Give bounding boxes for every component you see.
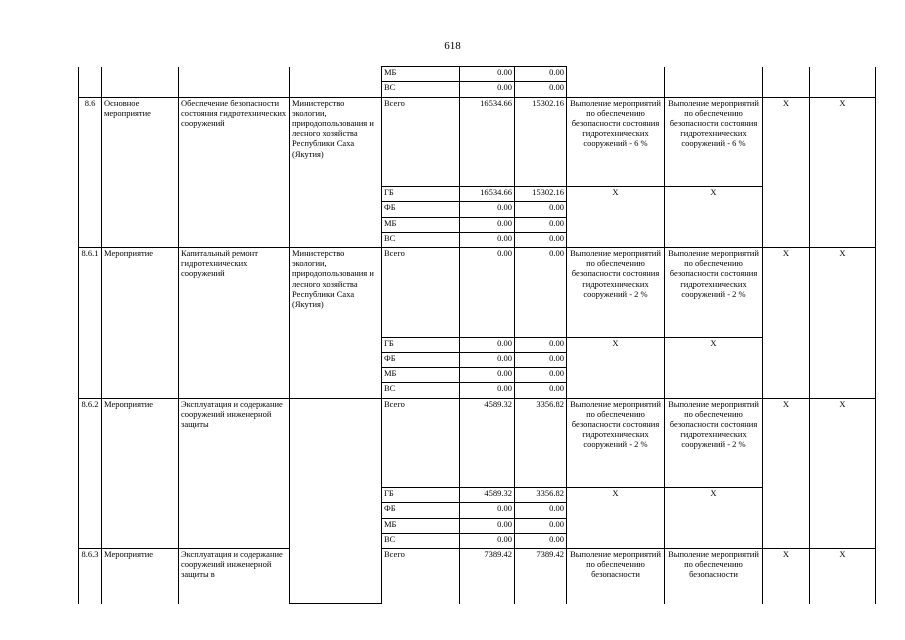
amount-cell: 0.00 [515,217,567,232]
source-label: Всего [382,248,460,338]
row-executor: Министерство экологии, природопользования и лесного хозяйства Республики Саха (Якутия) [290,248,382,399]
x-mark: Х [665,187,763,248]
amount-cell: 0.00 [515,248,567,338]
source-label: ГБ [382,337,460,352]
x-mark: Х [810,549,876,604]
source-label: Всего [382,97,460,187]
amount-cell: 0.00 [460,248,515,338]
cont-indicator-cell [567,67,665,98]
amount-cell: 0.00 [515,337,567,352]
row-type: Мероприятие [102,549,179,604]
amount-cell: 0.00 [515,232,567,247]
source-label: ВС [382,82,460,97]
row-name: Эксплуатация и содержание сооружений инженерной защиты в [179,549,290,604]
amount-cell: 0.00 [515,368,567,383]
row-executor: Министерство экологии, природопользования и лесного хозяйства Республики Саха (Якутия) [290,97,382,248]
source-label: Всего [382,398,460,488]
source-label: МБ [382,518,460,533]
x-mark: Х [763,549,810,604]
x-mark: Х [810,398,876,549]
amount-cell: 0.00 [460,533,515,548]
x-mark: Х [763,398,810,549]
amount-cell: 16534.66 [460,97,515,187]
row-name: Эксплуатация и содержание сооружений инженерной защиты [179,398,290,549]
indicator-cell: Выполение мероприятий по обеспечению безопасности состояния гидротехнических сооружений - 2 % [665,248,763,338]
x-mark: Х [763,97,810,248]
indicator-cell: Выполение мероприятий по обеспечению безопасности состояния гидротехнических сооружений - 2 % [567,398,665,488]
amount-cell: 0.00 [460,383,515,398]
page-number: 618 [444,40,461,52]
amount-cell: 0.00 [515,352,567,367]
row-type: Основное мероприятие [102,97,179,248]
amount-cell: 0.00 [460,232,515,247]
amount-cell: 0.00 [460,82,515,97]
table-row [79,398,876,488]
amount-cell: 7389.42 [460,549,515,604]
row-number: 8.6 [79,97,102,248]
indicator-cell: Выполение мероприятий по обеспечению безопасности состояния гидротехнических сооружений - 2 % [567,248,665,338]
source-label: ФБ [382,503,460,518]
source-label: МБ [382,217,460,232]
indicator-cell: Выполение мероприятий по обеспечению безопасности [567,549,665,604]
amount-cell: 3356.82 [515,488,567,503]
x-mark: Х [567,488,665,549]
amount-cell: 0.00 [515,202,567,217]
row-number: 8.6.3 [79,549,102,604]
amount-cell: 0.00 [515,518,567,533]
row-number: 8.6.2 [79,398,102,549]
source-label: Всего [382,549,460,604]
program-table [78,66,876,604]
amount-cell: 0.00 [460,503,515,518]
table-row [79,549,876,604]
amount-cell: 3356.82 [515,398,567,488]
row-number: 8.6.1 [79,248,102,399]
amount-cell: 0.00 [460,217,515,232]
source-label: МБ [382,67,460,82]
x-mark: Х [665,337,763,398]
amount-cell: 0.00 [515,503,567,518]
x-mark: Х [665,488,763,549]
row-name: Капитальный ремонт гидротехнических сооружений [179,248,290,399]
indicator-cell: Выполение мероприятий по обеспечению безопасности состояния гидротехнических сооружений - 6 % [567,97,665,187]
x-mark: Х [810,248,876,399]
x-mark: Х [763,248,810,399]
source-label: ГБ [382,488,460,503]
amount-cell: 0.00 [515,533,567,548]
amount-cell: 0.00 [515,67,567,82]
amount-cell: 0.00 [515,82,567,97]
x-mark: Х [810,97,876,248]
cont-x-cell [810,67,876,98]
source-label: ФБ [382,352,460,367]
amount-cell: 15302.16 [515,97,567,187]
cont-executor-cell [290,67,382,98]
x-mark: Х [567,187,665,248]
row-type: Мероприятие [102,398,179,549]
source-label: ВС [382,232,460,247]
amount-cell: 0.00 [460,352,515,367]
cont-num-cell [79,67,102,98]
indicator-cell: Выполение мероприятий по обеспечению безопасности [665,549,763,604]
indicator-cell: Выполение мероприятий по обеспечению безопасности состояния гидротехнических сооружений - 6 % [665,97,763,187]
source-label: МБ [382,368,460,383]
source-label: ГБ [382,187,460,202]
cont-indicator-cell [665,67,763,98]
amount-cell: 0.00 [460,202,515,217]
cont-type-cell [102,67,179,98]
row-type: Мероприятие [102,248,179,399]
amount-cell: 16534.66 [460,187,515,202]
amount-cell: 4589.32 [460,398,515,488]
source-label: ВС [382,533,460,548]
table-row [79,248,876,338]
amount-cell: 0.00 [515,383,567,398]
row-executor [290,398,382,604]
amount-cell: 4589.32 [460,488,515,503]
table-row [79,67,876,82]
x-mark: Х [567,337,665,398]
amount-cell: 0.00 [460,67,515,82]
amount-cell: 7389.42 [515,549,567,604]
row-name: Обеспечение безопасности состояния гидротехнических сооружений [179,97,290,248]
cont-x-cell [763,67,810,98]
cont-name-cell [179,67,290,98]
amount-cell: 0.00 [460,518,515,533]
source-label: ВС [382,383,460,398]
amount-cell: 0.00 [460,337,515,352]
table-row [79,97,876,187]
amount-cell: 15302.16 [515,187,567,202]
amount-cell: 0.00 [460,368,515,383]
source-label: ФБ [382,202,460,217]
indicator-cell: Выполение мероприятий по обеспечению безопасности состояния гидротехнических сооружений - 2 % [665,398,763,488]
